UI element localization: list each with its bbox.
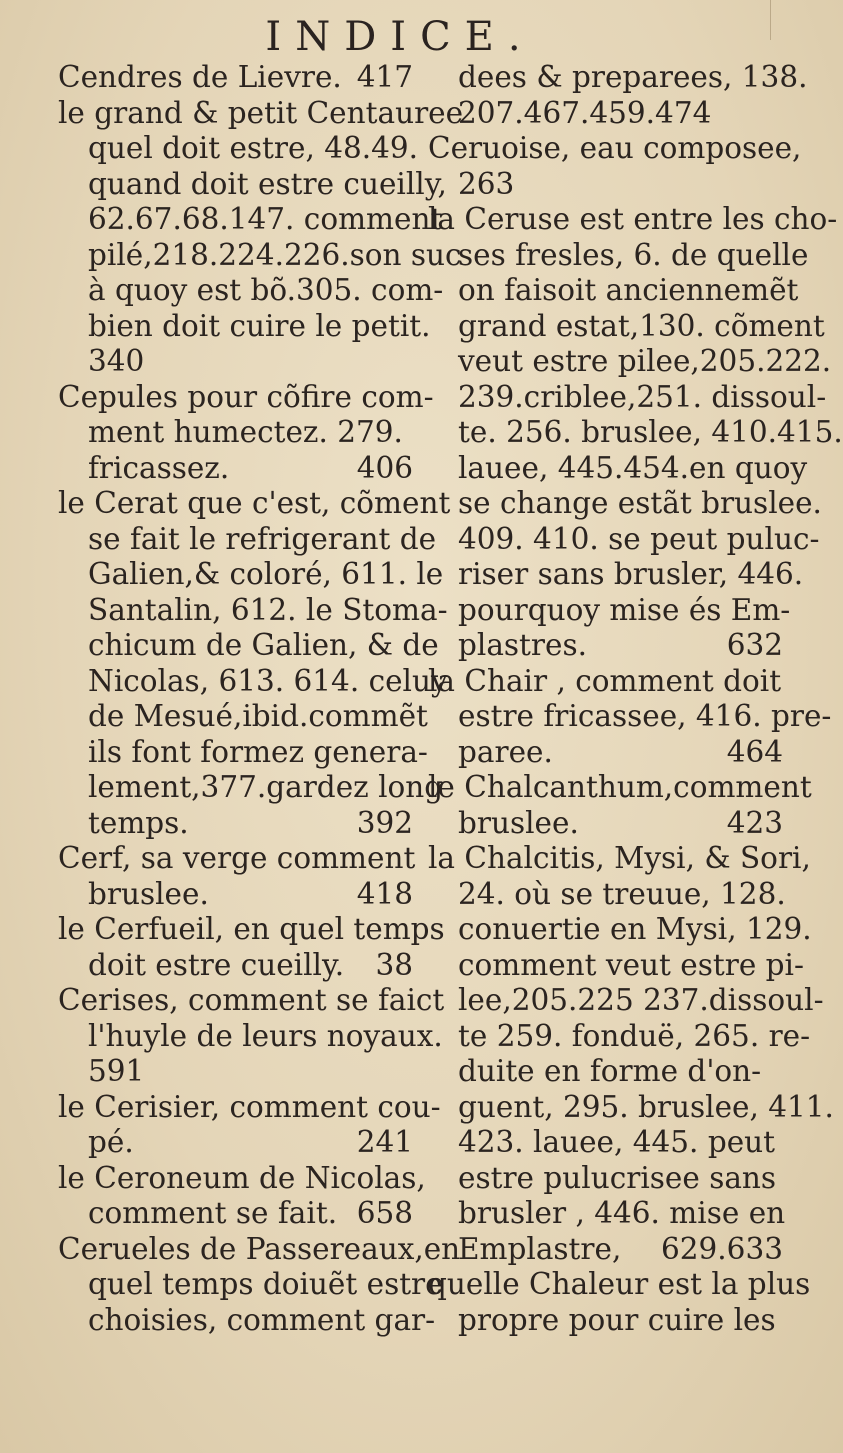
index-entry-line <box>58 628 439 664</box>
index-entry-text: se change estãt bruslee. <box>458 486 822 520</box>
index-entry-line <box>58 983 445 1019</box>
index-entry-line <box>428 167 783 203</box>
index-entry-text: 340 <box>88 344 145 378</box>
index-entry-line <box>58 60 413 96</box>
index-entry-line <box>58 1089 441 1126</box>
index-entry-line <box>58 521 437 558</box>
index-entry-text: le Cerfueil, en quel temps <box>58 912 445 946</box>
index-entry-line <box>428 486 822 522</box>
index-entry-line <box>428 628 783 664</box>
page-title: INDICE. <box>265 14 535 60</box>
index-entry-text: dees & preparees, 138. <box>458 60 808 94</box>
index-entry-line <box>428 237 809 274</box>
index-entry-text: 423. lauee, 445. peut <box>458 1125 776 1159</box>
index-entry-line <box>428 96 783 132</box>
index-entry-text: Cerf, sa verge comment <box>58 841 416 875</box>
index-entry-line <box>58 308 431 345</box>
index-entry-text: riser sans brusler, 446. <box>458 557 804 591</box>
index-entry-line <box>58 592 448 629</box>
index-entry-line <box>428 1232 783 1268</box>
index-entry-text: quel doit estre, 48.49. <box>88 131 419 165</box>
index-entry-line <box>58 806 413 842</box>
index-entry-line <box>428 308 825 345</box>
index-entry-text: Galien,& coloré, 611. le <box>88 557 444 591</box>
page-reference: 632 <box>726 628 783 662</box>
index-entry-line <box>428 592 791 629</box>
index-entry-line <box>428 273 799 309</box>
index-entry-line <box>58 1125 413 1161</box>
index-entry-line <box>428 770 812 806</box>
index-entry-text: 207.467.459.474 <box>458 95 712 130</box>
index-entry-line <box>428 1089 834 1126</box>
page-reference: 38 <box>375 947 413 982</box>
index-entry-text: ment humectez. 279. <box>88 415 403 449</box>
index-entry-text: le Chalcanthum,comment <box>428 770 812 804</box>
page-reference: 392 <box>356 805 413 840</box>
index-entry-line <box>58 344 413 380</box>
index-entry-text: pilé,218.224.226.son suc <box>88 237 462 272</box>
index-entry-text: 24. où se treuue, 128. <box>458 876 786 911</box>
index-entry-line <box>58 131 419 167</box>
index-entry-text: quand doit estre cueilly, <box>88 166 447 201</box>
index-entry-text: Nicolas, 613. 614. celuy <box>88 663 448 698</box>
index-entry-line <box>58 699 428 735</box>
page-reference: 417 <box>356 60 413 94</box>
index-entry-text: la Chair , comment doit <box>428 663 782 698</box>
index-entry-line <box>58 948 413 984</box>
index-entry-text: comment se fait. <box>88 1196 338 1230</box>
index-entry-text: bien doit cuire le petit. <box>88 308 431 343</box>
index-entry-text: le Ceroneum de Nicolas, <box>58 1160 426 1195</box>
index-entry-text: guent, 295. bruslee, 411. <box>458 1089 834 1124</box>
index-entry-line <box>58 237 462 274</box>
index-entry-text: 263 <box>458 166 515 201</box>
page-reference: 464 <box>726 734 783 769</box>
index-entry-text: Cerueles de Passereaux,en <box>58 1231 461 1266</box>
index-entry-line <box>58 663 448 700</box>
index-entry-text: duite en forme d'on- <box>458 1054 762 1088</box>
index-entry-line <box>428 131 802 167</box>
index-entry-text: Cerises, comment se faict <box>58 983 445 1017</box>
index-entry-line <box>428 1125 783 1161</box>
index-entry-text: Cepules pour cõfire com- <box>58 379 434 414</box>
index-entry-text: te 259. fonduë, 265. re- <box>458 1018 811 1053</box>
index-entry-line <box>58 415 413 451</box>
index-entry-line <box>428 664 783 700</box>
index-entry-line <box>428 806 783 842</box>
index-entry-text: à quoy est bõ.305. com- <box>88 273 444 307</box>
index-entry-text: on faisoit anciennemẽt <box>458 273 799 307</box>
index-entry-line <box>58 451 413 487</box>
index-entry-text: l'huyle de leurs noyaux. <box>88 1018 443 1053</box>
index-entry-line <box>58 486 451 522</box>
index-entry-line <box>58 1196 413 1232</box>
index-column-left <box>58 60 464 1338</box>
index-entry-line <box>58 877 413 913</box>
index-entry-line <box>58 273 444 309</box>
index-entry-line <box>58 1018 443 1055</box>
index-entry-line <box>58 557 444 593</box>
index-entry-line <box>58 166 447 203</box>
index-entry-line <box>428 1303 783 1339</box>
index-entry-text: lauee, 445.454.en quoy <box>458 450 808 485</box>
index-entry-line <box>428 876 786 913</box>
index-entry-line <box>428 912 812 948</box>
index-entry-line <box>428 379 827 416</box>
index-entry-line <box>58 841 416 877</box>
index-entry-text: pé. <box>88 1125 134 1159</box>
index-entry-text: choisies, comment gar- <box>88 1302 436 1337</box>
index-entry-line <box>428 1054 783 1090</box>
index-entry-text: bruslee. <box>458 805 579 840</box>
index-entry-line <box>428 521 820 558</box>
index-entry-text: veut estre pilee,205.222. <box>458 344 832 378</box>
index-entry-line <box>58 95 464 132</box>
index-entry-line <box>428 1161 783 1197</box>
index-entry-text: temps. <box>88 805 189 840</box>
index-entry-line <box>58 734 428 771</box>
page-reference: 423 <box>726 805 783 840</box>
page-reference: 629.633 <box>661 1231 783 1266</box>
index-entry-text: de Mesué,ibid.commẽt <box>88 699 428 733</box>
index-entry-text: bruslee. <box>88 876 209 911</box>
index-entry-line <box>428 947 804 984</box>
index-entry-line <box>58 912 445 948</box>
index-entry-text: 409. 410. se peut puluc- <box>458 521 820 556</box>
index-entry-line <box>428 557 804 593</box>
index-entry-line <box>428 415 843 451</box>
index-entry-text: quel temps doiuẽt estre <box>88 1267 443 1301</box>
index-entry-text: Ceruoise, eau composee, <box>428 131 802 165</box>
index-entry-text: la Chalcitis, Mysi, & Sori, <box>428 841 811 875</box>
index-entry-text: Cendres de Lievre. <box>58 60 342 94</box>
index-entry-text: se fait le refrigerant de <box>88 521 437 556</box>
index-entry-text: estre fricassee, 416. pre- <box>458 699 832 733</box>
index-entry-line <box>428 983 824 1019</box>
index-entry-text: 591 <box>88 1054 145 1088</box>
index-entry-text: ses fresles, 6. de quelle <box>458 237 809 272</box>
index-entry-line <box>58 1160 426 1197</box>
index-entry-text: fricassez. <box>88 450 230 485</box>
index-entry-text: ils font formez genera- <box>88 734 428 769</box>
index-entry-text: le Cerisier, comment cou- <box>58 1089 441 1124</box>
index-entry-text: conuertie en Mysi, 129. <box>458 912 812 946</box>
index-entry-text: doit estre cueilly. <box>88 947 345 982</box>
index-entry-text: 239.criblee,251. dissoul- <box>458 379 827 414</box>
index-entry-line <box>428 344 832 380</box>
index-entry-text: Emplastre, <box>458 1231 622 1266</box>
index-entry-line <box>428 699 832 735</box>
index-entry-text: le grand & petit Centauree <box>58 95 464 130</box>
index-column-right <box>428 60 843 1338</box>
index-entry-text: chicum de Galien, & de <box>88 628 439 662</box>
index-entry-line <box>428 1196 786 1232</box>
page-reference: 406 <box>356 450 413 485</box>
index-entry-line <box>428 1018 811 1055</box>
index-entry-text: la Ceruse est entre les cho- <box>428 202 838 236</box>
index-entry-line <box>58 1054 413 1090</box>
index-entry-text: lement,377.gardez long <box>88 770 444 804</box>
index-entry-line <box>428 841 811 877</box>
index-entry-line <box>58 1302 436 1339</box>
index-entry-line <box>428 202 838 238</box>
index-entry-text: lee,205.225 237.dissoul- <box>458 983 824 1017</box>
index-entry-line <box>428 60 808 96</box>
index-entry-text: propre pour cuire les <box>458 1302 776 1337</box>
index-entry-text: Santalin, 612. le Stoma- <box>88 592 448 627</box>
index-entry-line <box>58 202 443 238</box>
index-entry-line <box>428 735 783 771</box>
index-entry-text: 62.67.68.147. comment <box>88 202 443 236</box>
index-entry-text: grand estat,130. cõment <box>458 308 825 343</box>
index-entry-line <box>428 1267 811 1303</box>
index-entry-text: estre pulucrisee sans <box>458 1160 777 1195</box>
index-entry-text: le Cerat que c'est, cõment <box>58 486 451 520</box>
index-entry-text: te. 256. bruslee, 410.415. <box>458 415 843 449</box>
page-reference: 658 <box>356 1196 413 1230</box>
index-entry-text: comment veut estre pi- <box>458 947 804 982</box>
page-reference: 418 <box>356 876 413 911</box>
index-entry-line <box>58 379 434 416</box>
index-entry-line <box>58 770 444 806</box>
index-entry-line <box>428 450 808 487</box>
index-entry-text: pourquoy mise és Em- <box>458 592 791 627</box>
index-entry-text: plastres. <box>458 628 587 662</box>
index-entry-text: brusler , 446. mise en <box>458 1196 786 1230</box>
index-entry-line <box>58 1231 461 1268</box>
index-entry-line <box>58 1267 443 1303</box>
index-entry-text: quelle Chaleur est la plus <box>428 1267 811 1301</box>
index-entry-text: paree. <box>458 734 553 769</box>
page-reference: 241 <box>356 1125 413 1159</box>
